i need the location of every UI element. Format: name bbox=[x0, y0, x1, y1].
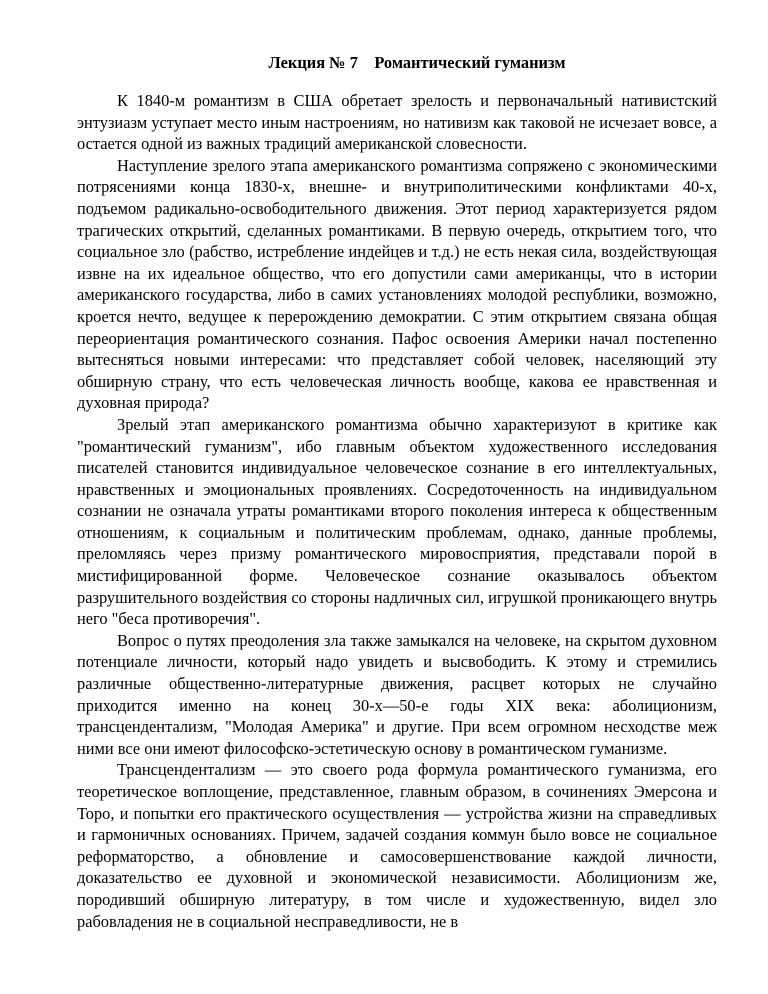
paragraph-2: Наступление зрелого этапа американского романтизма сопряжено с экономическими потрясениями конца 1830-х, внешне- и внутриполитическими конфликтами 40-х, подъемом радикально-освободительного движения. Этот период характеризуется рядом трагических открытий, сделанных романтиками. В первую очередь, открытием того, что социальное зло (рабство, истребление индейцев и т.д.) не есть некая сила, воздействующая извне на их идеальное общество, что его допустили сами американцы, что в истории американского государства, либо в самих установлениях молодой республики, возможно, кроется нечто, ведущее к перерождению демократии. С этим открытием связана общая переориентация романтического сознания. Пафос освоения Америки начал постепенно вытесняться новыми интересами: что представляет собой человек, населяющий эту обширную страну, что есть человеческая личность вообще, какова ее нравственная и духовная природа? bbox=[77, 155, 717, 413]
page-title: Лекция № 7 Романтический гуманизм bbox=[268, 53, 566, 72]
paragraph-4: Вопрос о путях преодоления зла также замыкался на человеке, на скрытом духовном потенциале личности, который надо увидеть и высвободить. К этому и стремились различные общественно-литературные движения, расцвет которых не случайно приходится именно на конец 30-х—50-е годы XIX века: аболиционизм, трансцендентализм, "Молодая Америка" и другие. При всем огромном несходстве меж ними все они имеют философско-эстетическую основу в романтическом гуманизме. bbox=[77, 630, 717, 758]
paragraph-1: К 1840-м романтизм в США обретает зрелость и первоначальный нативистский энтузиазм уступает место иным настроениям, но нативизм как таковой не исчезает вовсе, а остается одной из важных традиций американской словесности. bbox=[77, 91, 717, 154]
paragraph-3: Зрелый этап американского романтизма обычно характеризуют в критике как "романтический гуманизм", ибо главным объектом художественного исследования писателей становится индивидуальное человеческое сознание в его интеллектуальных, нравственных и эмоциональных проявлениях. Сосредоточенность на индивидуальном сознании не означала утраты романтиками второго поколения интереса к общественным отношениям, к социальным и политическим проблемам, однако, данные проблемы, преломляясь через призму романтического мировосприятия, представали порой в мистифицированной форме. Человеческое сознание оказывалось объектом разрушительного воздействия со стороны надличных сил, игрушкой проникающего внутрь него "беса противоречия". bbox=[77, 414, 717, 629]
paragraph-5: Трансцендентализм — это своего рода формула романтического гуманизма, его теоретическое воплощение, представленное, главным образом, в сочинениях Эмерсона и Торо, и попытки его практического осуществления — устройства жизни на справедливых и гармоничных основаниях. Причем, задачей создания коммун было вовсе не социальное реформаторство, а обновление и самосовершенствование каждой личности, доказательство ее духовной и экономической независимости. Аболиционизм же, породивший обширную литературу, в том числе и художественную, видел зло рабовладения не в социальной несправедливости, не в bbox=[77, 760, 717, 931]
document-page bbox=[77, 52, 717, 932]
